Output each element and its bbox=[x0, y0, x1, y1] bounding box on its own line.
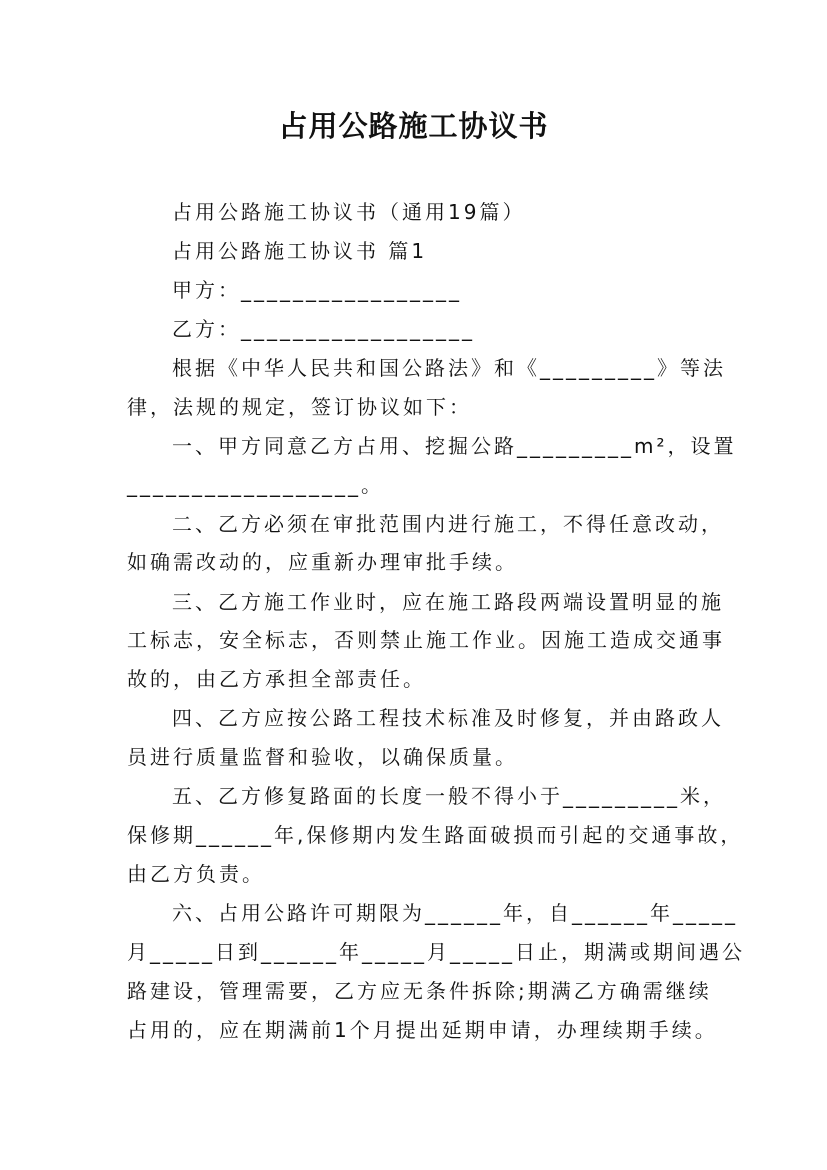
paragraph-line: 四、乙方应按公路工程技术标准及时修复，并由路政人 bbox=[172, 706, 724, 730]
paragraph-line: 路建设，管理需要，乙方应无条件拆除;期满乙方确需继续 bbox=[127, 979, 712, 1003]
paragraph-line: 月_____日到______年_____月_____日止，期满或期间遇公 bbox=[127, 940, 745, 964]
paragraph-line: 六、占用公路许可期限为______年，自______年_____ bbox=[172, 901, 738, 925]
paragraph-line: __________________。 bbox=[127, 473, 384, 497]
paragraph-line: 律，法规的规定，签订协议如下： bbox=[127, 395, 472, 419]
paragraph-line: 根据《中华人民共和国公路法》和《_________》等法 bbox=[172, 356, 726, 380]
paragraph-line: 一、甲方同意乙方占用、挖掘公路_________m²，设置 bbox=[172, 434, 737, 458]
paragraph-line: 工标志，安全标志，否则禁止施工作业。因施工造成交通事 bbox=[127, 628, 725, 652]
document-title: 占用公路施工协议书 bbox=[278, 109, 549, 143]
party-b-line: 乙方：__________________ bbox=[172, 317, 475, 341]
paragraph-line: 如确需改动的，应重新办理审批手续。 bbox=[127, 550, 518, 574]
paragraph-line: 五、乙方修复路面的长度一般不得小于_________米， bbox=[172, 784, 726, 808]
paragraph-line: 员进行质量监督和验收，以确保质量。 bbox=[127, 745, 518, 769]
paragraph-line: 故的，由乙方承担全部责任。 bbox=[127, 667, 426, 691]
paragraph-line: 保修期______年,保修期内发生路面破损而引起的交通事故， bbox=[127, 823, 744, 847]
paragraph-line: 二、乙方必须在审批范围内进行施工，不得任意改动， bbox=[172, 512, 724, 536]
paragraph-line: 三、乙方施工作业时，应在施工路段两端设置明显的施 bbox=[172, 590, 724, 614]
paragraph-line: 占用的，应在期满前1个月提出延期申请，办理续期手续。 bbox=[127, 1018, 718, 1042]
party-a-line: 甲方：_________________ bbox=[172, 278, 462, 302]
section-heading: 占用公路施工协议书 篇1 bbox=[172, 239, 428, 263]
paragraph-line: 由乙方负责。 bbox=[127, 862, 265, 886]
subtitle-line: 占用公路施工协议书（通用19篇） bbox=[172, 200, 526, 224]
